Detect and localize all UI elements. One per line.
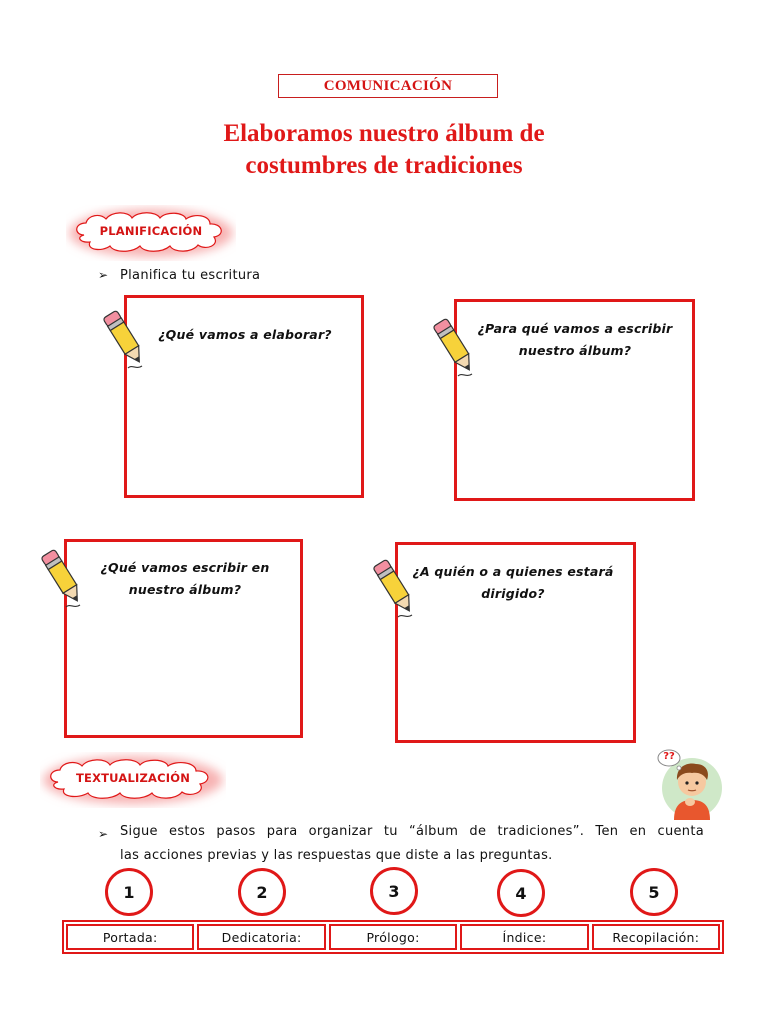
step-label: Recopilación: (612, 929, 700, 945)
thinking-mark: ?? (663, 751, 675, 762)
writing-instruction-line-1: Sigue estos pasos para organizar tu “álbum de tradiciones”. Ten en cuenta (120, 824, 704, 839)
planning-instruction-text: Planifica tu escritura (120, 268, 261, 283)
step-cell-portada[interactable] (66, 924, 194, 950)
arrow-bullet-icon: ➢ (98, 268, 109, 282)
step-label: Prólogo: (366, 929, 420, 945)
step-number: 4 (515, 883, 527, 903)
pencil-icon (368, 553, 422, 623)
question-2-line-2: nuestro álbum? (518, 343, 632, 358)
writing-instruction-line-2: las acciones previas y las respuestas que diste a las preguntas. (120, 848, 553, 863)
question-3-line-2: nuestro álbum? (128, 582, 242, 597)
pencil-icon (98, 304, 152, 374)
step-cell-prologo[interactable] (329, 924, 457, 950)
question-3-line-1: ¿Qué vamos escribir en (100, 560, 270, 575)
question-1-line-1: ¿Qué vamos a elaborar? (158, 327, 332, 342)
planning-label-text: PLANIFICACIÓN (99, 224, 203, 238)
step-label: Dedicatoria: (221, 929, 302, 945)
step-circle-1 (105, 868, 153, 916)
step-cell-indice[interactable] (460, 924, 588, 950)
thinking-boy-icon (652, 746, 728, 822)
arrow-bullet-icon: ➢ (98, 827, 109, 841)
step-circle-4 (497, 869, 545, 917)
writing-cloud-label (40, 752, 210, 808)
question-4-line-2: dirigido? (481, 586, 545, 601)
step-number: 1 (123, 882, 135, 902)
pencil-icon (36, 543, 90, 613)
question-text-3 (80, 557, 290, 601)
pencil-icon (428, 312, 482, 382)
step-label: Índice: (502, 929, 547, 945)
page-title (150, 118, 618, 182)
step-label: Portada: (102, 929, 158, 945)
step-number: 2 (256, 882, 268, 902)
step-circle-5 (630, 868, 678, 916)
planning-cloud-label (66, 205, 236, 261)
question-4-line-1: ¿A quién o a quienes estará (412, 564, 614, 579)
step-circle-2 (238, 868, 286, 916)
writing-label-text: TEXTUALIZACIÓN (75, 771, 191, 785)
question-text-4 (400, 561, 626, 605)
question-text-2 (462, 318, 688, 362)
writing-instruction (98, 820, 704, 868)
question-text-1 (140, 324, 350, 346)
question-2-line-1: ¿Para qué vamos a escribir (477, 321, 673, 336)
steps-table (62, 920, 724, 954)
step-circle-3 (370, 867, 418, 915)
step-cell-recopilacion[interactable] (592, 924, 720, 950)
subject-header (278, 74, 498, 98)
step-number: 5 (648, 882, 660, 902)
step-cell-dedicatoria[interactable] (197, 924, 325, 950)
subject-label: COMUNICACIÓN (323, 77, 453, 94)
step-number: 3 (388, 881, 400, 901)
title-line-1: Elaboramos nuestro álbum de (223, 120, 545, 147)
title-line-2: costumbres de tradiciones (245, 152, 523, 179)
